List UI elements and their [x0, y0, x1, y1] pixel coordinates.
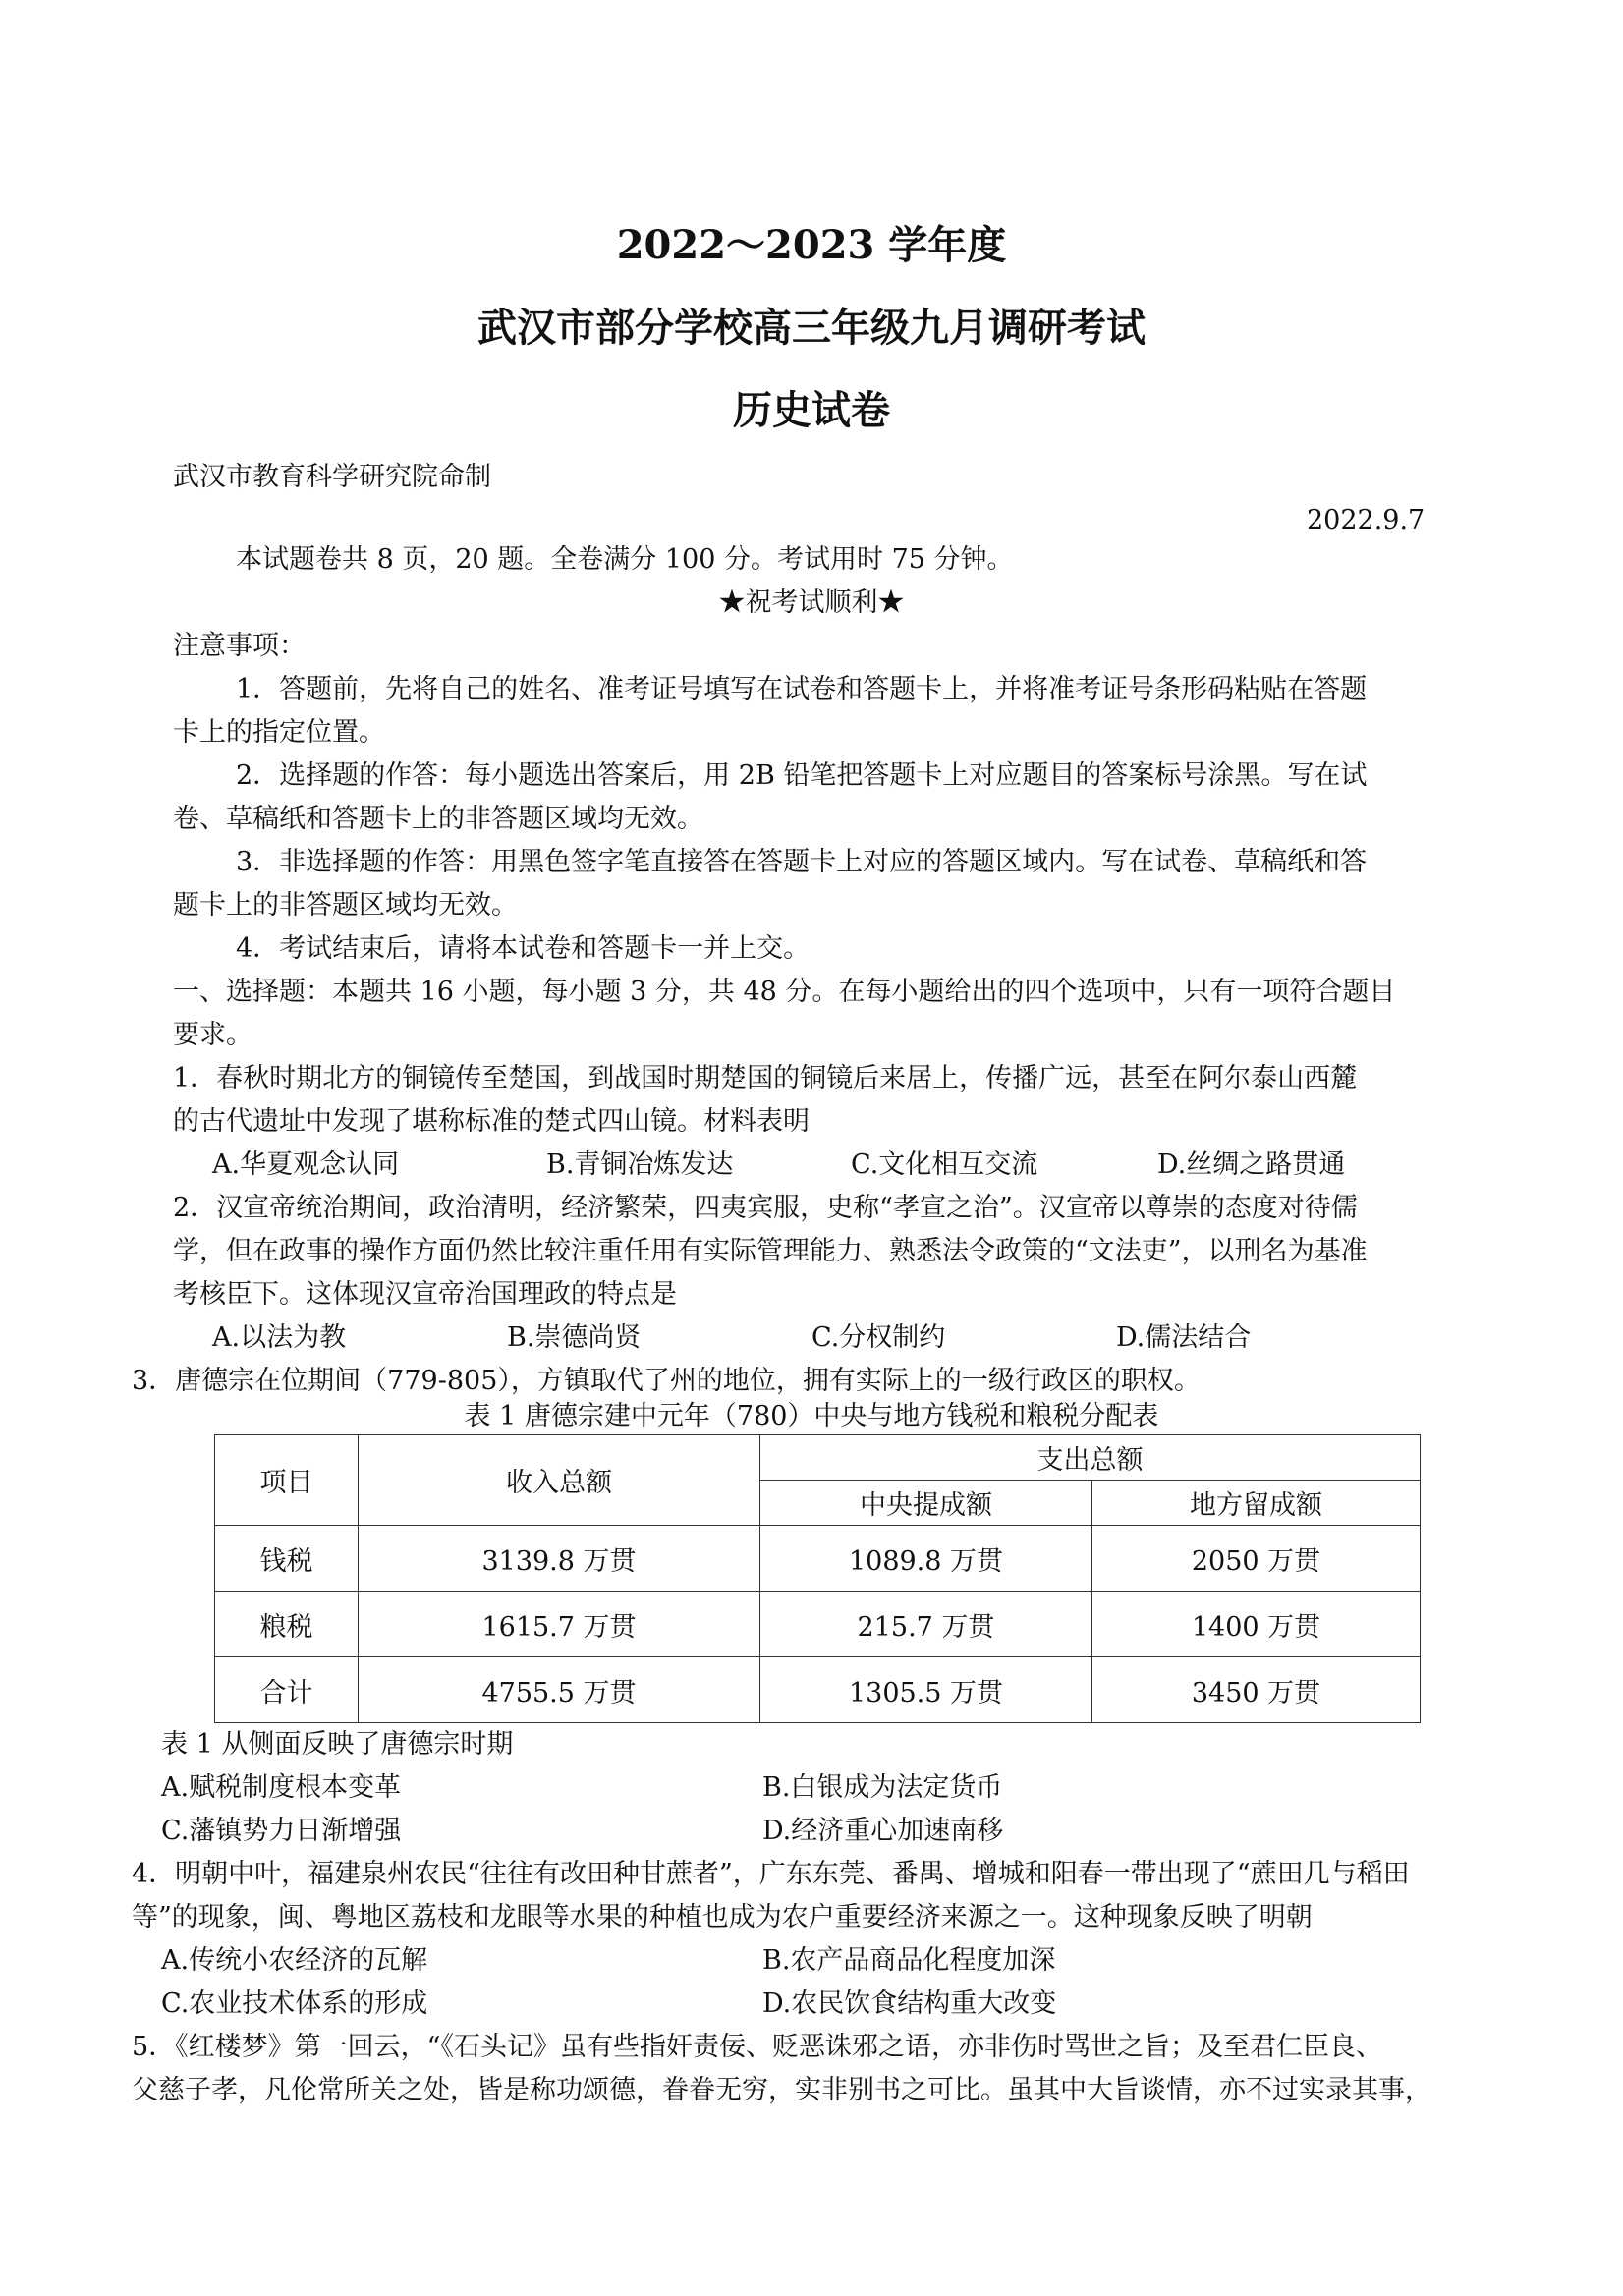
table-caption: 表 1 唐德宗建中元年（780）中央与地方钱税和粮税分配表	[464, 1401, 1159, 1431]
table-header-item: 项目	[215, 1435, 359, 1526]
table-row	[215, 1526, 1421, 1592]
q1-option-c: C.文化相互交流	[851, 1149, 1038, 1180]
table-cell: 1400 万贯	[1092, 1592, 1421, 1657]
exam-date: 2022.9.7	[1307, 505, 1426, 535]
section-heading: 一、选择题：本题共 16 小题，每小题 3 分，共 48 分。在每小题给出的四个选项中，只有一项符合题目	[173, 977, 1396, 1007]
table-cell: 粮税	[215, 1592, 359, 1657]
note-3: 3．非选择题的作答：用黑色签字笔直接答在答题卡上对应的答题区域内。写在试卷、草稿纸和答	[236, 847, 1368, 877]
table-cell: 3139.8 万贯	[359, 1526, 760, 1592]
table-header-central: 中央提成额	[760, 1481, 1092, 1526]
q2-stem-cont: 学，但在政事的操作方面仍然比较注重任用有实际管理能力、熟悉法令政策的“文法吏”，以刑名为基准	[173, 1236, 1368, 1266]
q4-option-a: A.传统小农经济的瓦解	[161, 1945, 428, 1976]
q5-stem: 5．《红楼梦》第一回云，“《石头记》虽有些指奸责佞、贬恶诛邪之语，亦非伤时骂世之旨；及至君仁臣良、	[132, 2032, 1382, 2062]
tax-distribution-table	[214, 1434, 1421, 1723]
q2-option-a: A.以法为教	[212, 1322, 347, 1353]
q1-option-a: A.华夏观念认同	[212, 1149, 400, 1180]
table-row	[215, 1592, 1421, 1657]
table-cell: 3450 万贯	[1092, 1657, 1421, 1723]
issuer: 武汉市教育科学研究院命制	[173, 462, 491, 492]
table-row	[215, 1657, 1421, 1723]
notes-heading: 注意事项：	[173, 631, 306, 661]
title-exam: 武汉市部分学校高三年级九月调研考试	[477, 305, 1146, 351]
table-cell: 1305.5 万贯	[760, 1657, 1092, 1723]
note-1-cont: 卡上的指定位置。	[173, 717, 385, 748]
q3-option-b: B.白银成为法定货币	[762, 1772, 1003, 1803]
q5-stem-cont: 父慈子孝，凡伦常所关之处，皆是称功颂德，眷眷无穷，实非别书之可比。虽其中大旨谈情，亦不过实录其事，	[132, 2075, 1431, 2105]
q3-stem: 3．唐德宗在位期间（779-805），方镇取代了州的地位，拥有实际上的一级行政区的职权。	[132, 1366, 1201, 1396]
blessing: ★祝考试顺利★	[718, 588, 905, 618]
note-3-cont: 题卡上的非答题区域均无效。	[173, 890, 518, 921]
q4-option-c: C.农业技术体系的形成	[161, 1988, 428, 2019]
table-cell: 1615.7 万贯	[359, 1592, 760, 1657]
q3-option-d: D.经济重心加速南移	[762, 1816, 1004, 1846]
intro-text: 本试题卷共 8 页，20 题。全卷满分 100 分。考试用时 75 分钟。	[236, 544, 1014, 575]
q2-option-b: B.崇德尚贤	[507, 1322, 642, 1353]
q1-stem: 1．春秋时期北方的铜镜传至楚国，到战国时期楚国的铜镜后来居上，传播广远，甚至在阿尔泰山西麓	[173, 1063, 1358, 1093]
note-4: 4．考试结束后，请将本试卷和答题卡一并上交。	[236, 933, 811, 964]
table-header-local: 地方留成额	[1092, 1481, 1421, 1526]
note-2: 2．选择题的作答：每小题选出答案后，用 2B 铅笔把答题卡上对应题目的答案标号涂黑。写在试	[236, 760, 1368, 791]
q3-option-c: C.藩镇势力日渐增强	[161, 1816, 402, 1846]
q1-stem-cont: 的古代遗址中发现了堪称标准的楚式四山镜。材料表明	[173, 1106, 810, 1137]
q4-option-b: B.农产品商品化程度加深	[762, 1945, 1056, 1976]
q4-stem: 4．明朝中叶，福建泉州农民“往往有改田种甘蔗者”，广东东莞、番禺、增城和阳春一带出现了“蔗田几与稻田	[132, 1859, 1410, 1889]
title-year: 2022～2023 学年度	[616, 222, 1007, 268]
q2-stem-cont-2: 考核臣下。这体现汉宣帝治国理政的特点是	[173, 1279, 677, 1310]
q4-stem-cont: 等”的现象，闽、粤地区荔枝和龙眼等水果的种植也成为农户重要经济来源之一。这种现象反映了明朝	[132, 1902, 1313, 1932]
table-cell: 215.7 万贯	[760, 1592, 1092, 1657]
table-cell: 钱税	[215, 1526, 359, 1592]
section-heading-cont: 要求。	[173, 1020, 252, 1050]
q2-option-d: D.儒法结合	[1116, 1322, 1252, 1353]
title-subject: 历史试卷	[733, 387, 890, 433]
table-cell: 1089.8 万贯	[760, 1526, 1092, 1592]
note-1: 1．答题前，先将自己的姓名、准考证号填写在试卷和答题卡上，并将准考证号条形码粘贴在答题	[236, 674, 1368, 704]
table-cell: 4755.5 万贯	[359, 1657, 760, 1723]
q2-option-c: C.分权制约	[812, 1322, 946, 1353]
table-cell: 2050 万贯	[1092, 1526, 1421, 1592]
q3-question: 表 1 从侧面反映了唐德宗时期	[161, 1729, 514, 1760]
q4-option-d: D.农民饮食结构重大改变	[762, 1988, 1057, 2019]
table-header-expense: 支出总额	[760, 1435, 1421, 1481]
q1-option-d: D.丝绸之路贯通	[1157, 1149, 1346, 1180]
q1-option-b: B.青铜冶炼发达	[546, 1149, 734, 1180]
q3-option-a: A.赋税制度根本变革	[161, 1772, 402, 1803]
q2-stem: 2．汉宣帝统治期间，政治清明，经济繁荣，四夷宾服，史称“孝宣之治”。汉宣帝以尊崇的态度对待儒	[173, 1193, 1358, 1223]
note-2-cont: 卷、草稿纸和答题卡上的非答题区域均无效。	[173, 804, 703, 834]
table-cell: 合计	[215, 1657, 359, 1723]
table-header-income: 收入总额	[359, 1435, 760, 1526]
